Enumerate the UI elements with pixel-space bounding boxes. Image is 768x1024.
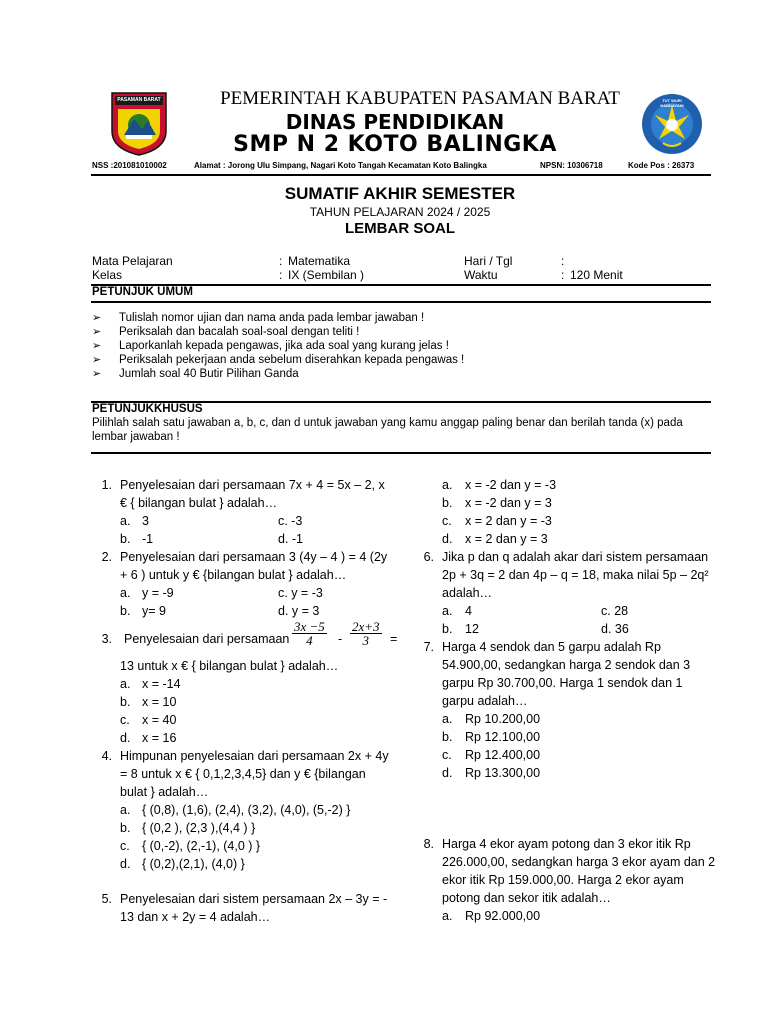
option-text: x = -2 dan y = 3 [465, 496, 552, 510]
waktu-value: 120 Menit [570, 268, 623, 282]
option-text: Rp 10.200,00 [465, 712, 541, 726]
alamat: Alamat : Jorong Ulu Simpang, Nagari Koto Tangah Kecamatan Koto Balingka [194, 161, 487, 170]
question-text: Himpunan penyelesaian dari persamaan 2x + 4y [120, 749, 389, 763]
list-item: ➢ Tulislah nomor ujian dan nama anda pada lembar jawaban ! [92, 311, 464, 325]
petunjuk-khusus-text1: Pilihlah salah satu jawaban a, b, c, dan d untuk jawaban yang kamu anggap paling benar dan berilah tanda (x) pada [92, 417, 683, 429]
option-text: { (0,2),(2,1), (4,0) } [142, 857, 245, 871]
option-text: Rp 92.000,00 [465, 909, 541, 923]
question-number: 2. [101, 550, 112, 564]
exam-year: TAHUN PELAJARAN 2024 / 2025 [309, 205, 491, 219]
option-letter: c. [442, 514, 452, 528]
mapel-label: Mata Pelajaran [92, 254, 173, 268]
question-text: ekor itik Rp 159.000,00. Harga 2 ekor ayam [442, 873, 684, 887]
petunjuk-khusus-bottom-divider [91, 452, 711, 454]
pasaman-barat-logo [110, 91, 168, 157]
mapel-value: Matematika [288, 254, 351, 268]
kelas-value: IX (Sembilan ) [288, 268, 365, 282]
fraction-2 [350, 620, 382, 647]
question-text: € { bilangan bulat } adalah… [120, 496, 278, 510]
kelas-colon: : [279, 268, 283, 282]
option-text: x = -14 [142, 677, 181, 691]
hari-label: Hari / Tgl [464, 254, 513, 268]
question-number: 3. [101, 632, 112, 646]
petunjuk-khusus-text2: lembar jawaban ! [92, 431, 180, 443]
option-text: x = 2 dan y = -3 [465, 514, 552, 528]
option-text: y = -9 [142, 586, 174, 600]
petunjuk-umum-divider [91, 301, 711, 303]
option-text: c. y = -3 [278, 586, 323, 600]
petunjuk-khusus-heading: PETUNJUKKHUSUS [92, 403, 203, 415]
fraction-numerator: 3x −5 [294, 619, 325, 634]
question-text: Penyelesaian dari persamaan [124, 632, 290, 646]
question-text: + 6 ) untuk y € {bilangan bulat } adalah… [120, 568, 347, 582]
equals-sign: = [390, 632, 398, 646]
option-text: 3 [142, 514, 149, 528]
question-text: bulat } adalah… [120, 785, 209, 799]
kelas-label: Kelas [92, 268, 123, 282]
option-letter: a. [120, 514, 131, 528]
question-text: garpu Rp 30.700,00. Harga 1 sendok dan 1 [442, 676, 683, 690]
header-school-name: SMP N 2 KOTO BALINGKA [233, 132, 557, 157]
option-text: x = 10 [142, 695, 177, 709]
option-letter: b. [120, 821, 131, 835]
option-letter: b. [442, 496, 453, 510]
nss: NSS :201081010002 [92, 161, 167, 170]
minus-sign: - [338, 632, 343, 646]
option-text: Rp 12.400,00 [465, 748, 541, 762]
option-letter: a. [442, 604, 453, 618]
option-letter: d. [442, 766, 453, 780]
option-letter: a. [120, 803, 131, 817]
question-text: Penyelesaian dari sistem persamaan 2x – 3y = - [120, 892, 388, 906]
question-text: 226.000,00, sedangkan harga 3 ekor ayam dan 2 [442, 855, 716, 869]
option-text: x = 2 dan y = 3 [465, 532, 548, 546]
option-text: x = 16 [142, 731, 177, 745]
option-text: x = 40 [142, 713, 177, 727]
option-letter: a. [442, 712, 453, 726]
option-text: c. 28 [601, 604, 629, 618]
option-text: 4 [465, 604, 472, 618]
option-letter: d. [120, 857, 131, 871]
hari-colon: : [561, 254, 565, 268]
list-item: ➢ Laporkanlah kepada pengawas, jika ada soal yang kurang jelas ! [92, 339, 464, 353]
option-text: { (0,8), (1,6), (2,4), (3,2), (4,0), (5,-2) } [142, 803, 351, 817]
option-letter: b. [442, 622, 453, 636]
option-text: d. 36 [601, 622, 629, 636]
question-text: Harga 4 ekor ayam potong dan 3 ekor itik Rp [442, 837, 691, 851]
question-text: Harga 4 sendok dan 5 garpu adalah Rp [442, 640, 661, 654]
question-text: 13 dan x + 2y = 4 adalah… [120, 910, 271, 924]
list-item: ➢ Periksalah pekerjaan anda sebelum diserahkan kepada pengawas ! [92, 353, 464, 367]
option-text: 12 [465, 622, 479, 636]
fraction-denominator: 3 [362, 633, 370, 648]
exam-title: SUMATIF AKHIR SEMESTER [284, 184, 516, 203]
right-column [418, 476, 728, 996]
option-text: c. -3 [278, 514, 303, 528]
option-letter: c. [442, 748, 452, 762]
list-item: ➢ Jumlah soal 40 Butir Pilihan Ganda [92, 367, 464, 381]
option-text: Rp 12.100,00 [465, 730, 541, 744]
question-text: 13 untuk x € { bilangan bulat } adalah… [120, 659, 339, 673]
option-text: -1 [142, 532, 154, 546]
fraction-denominator: 4 [306, 633, 313, 648]
header-divider [91, 174, 711, 176]
question-text: Jika p dan q adalah akar dari sistem persamaan [442, 550, 709, 564]
fraction-1 [292, 620, 327, 647]
option-letter: c. [120, 713, 130, 727]
left-column [92, 476, 412, 996]
kode-pos: Kode Pos : 26373 [628, 161, 695, 170]
option-letter: b. [120, 695, 131, 709]
option-letter: b. [120, 604, 131, 618]
header-line2: DINAS PENDIDIKAN [285, 110, 505, 134]
option-letter: a. [120, 586, 131, 600]
question-text: Penyelesaian dari persamaan 3 (4y – 4 ) = 4 (2y [120, 550, 388, 564]
option-letter: b. [442, 730, 453, 744]
option-letter: a. [442, 909, 453, 923]
question-number: 4. [101, 749, 112, 763]
option-letter: b. [120, 532, 131, 546]
list-item: ➢ Periksalah dan bacalah soal-soal dengan teliti ! [92, 325, 464, 339]
fraction-numerator: 2x+3 [352, 619, 380, 634]
question-text: 54.900,00, sedangkan harga 2 sendok dan 3 [442, 658, 691, 672]
question-number: 8. [423, 837, 434, 851]
question-text: adalah… [442, 586, 493, 600]
option-letter: a. [442, 478, 453, 492]
option-text: d. y = 3 [278, 604, 320, 618]
option-text: y= 9 [142, 604, 166, 618]
question-text: potong dan sekor itik adalah… [442, 891, 611, 905]
petunjuk-umum-list [92, 311, 464, 381]
question-number: 1. [101, 478, 112, 492]
sheet-title: LEMBAR SOAL [345, 220, 455, 237]
logo-right-text: TUT WURI HANDAYANI [660, 98, 684, 108]
option-text: x = -2 dan y = -3 [465, 478, 557, 492]
option-letter: a. [120, 677, 131, 691]
petunjuk-umum-heading: PETUNJUK UMUM [92, 286, 193, 298]
question-text: 2p + 3q = 2 dan 4p – q = 18, maka nilai 5p – 2q² [442, 568, 709, 582]
waktu-colon: : [561, 268, 565, 282]
npsn: NPSN: 10306718 [540, 161, 603, 170]
mapel-colon: : [279, 254, 283, 268]
question-number: 5. [101, 892, 112, 906]
option-text: Rp 13.300,00 [465, 766, 541, 780]
header-line1: PEMERINTAH KABUPATEN PASAMAN BARAT [220, 88, 620, 109]
question-text: = 8 untuk x € { 0,1,2,3,4,5} dan y € {bilangan [120, 767, 366, 781]
option-letter: c. [120, 839, 130, 853]
question-number: 7. [423, 640, 434, 654]
waktu-label: Waktu [464, 268, 498, 282]
option-letter: d. [120, 731, 131, 745]
question-text: garpu adalah… [442, 694, 528, 708]
question-text: Penyelesaian dari persamaan 7x + 4 = 5x – 2, x [120, 478, 385, 492]
option-letter: d. [442, 532, 453, 546]
logo-left-text: PASAMAN BARAT [117, 97, 161, 103]
option-text: d. -1 [278, 532, 304, 546]
option-text: { (0,-2), (2,-1), (4,0 ) } [142, 839, 261, 853]
question-number: 6. [423, 550, 434, 564]
option-text: { (0,2 ), (2,3 ),(4,4 ) } [142, 821, 256, 835]
